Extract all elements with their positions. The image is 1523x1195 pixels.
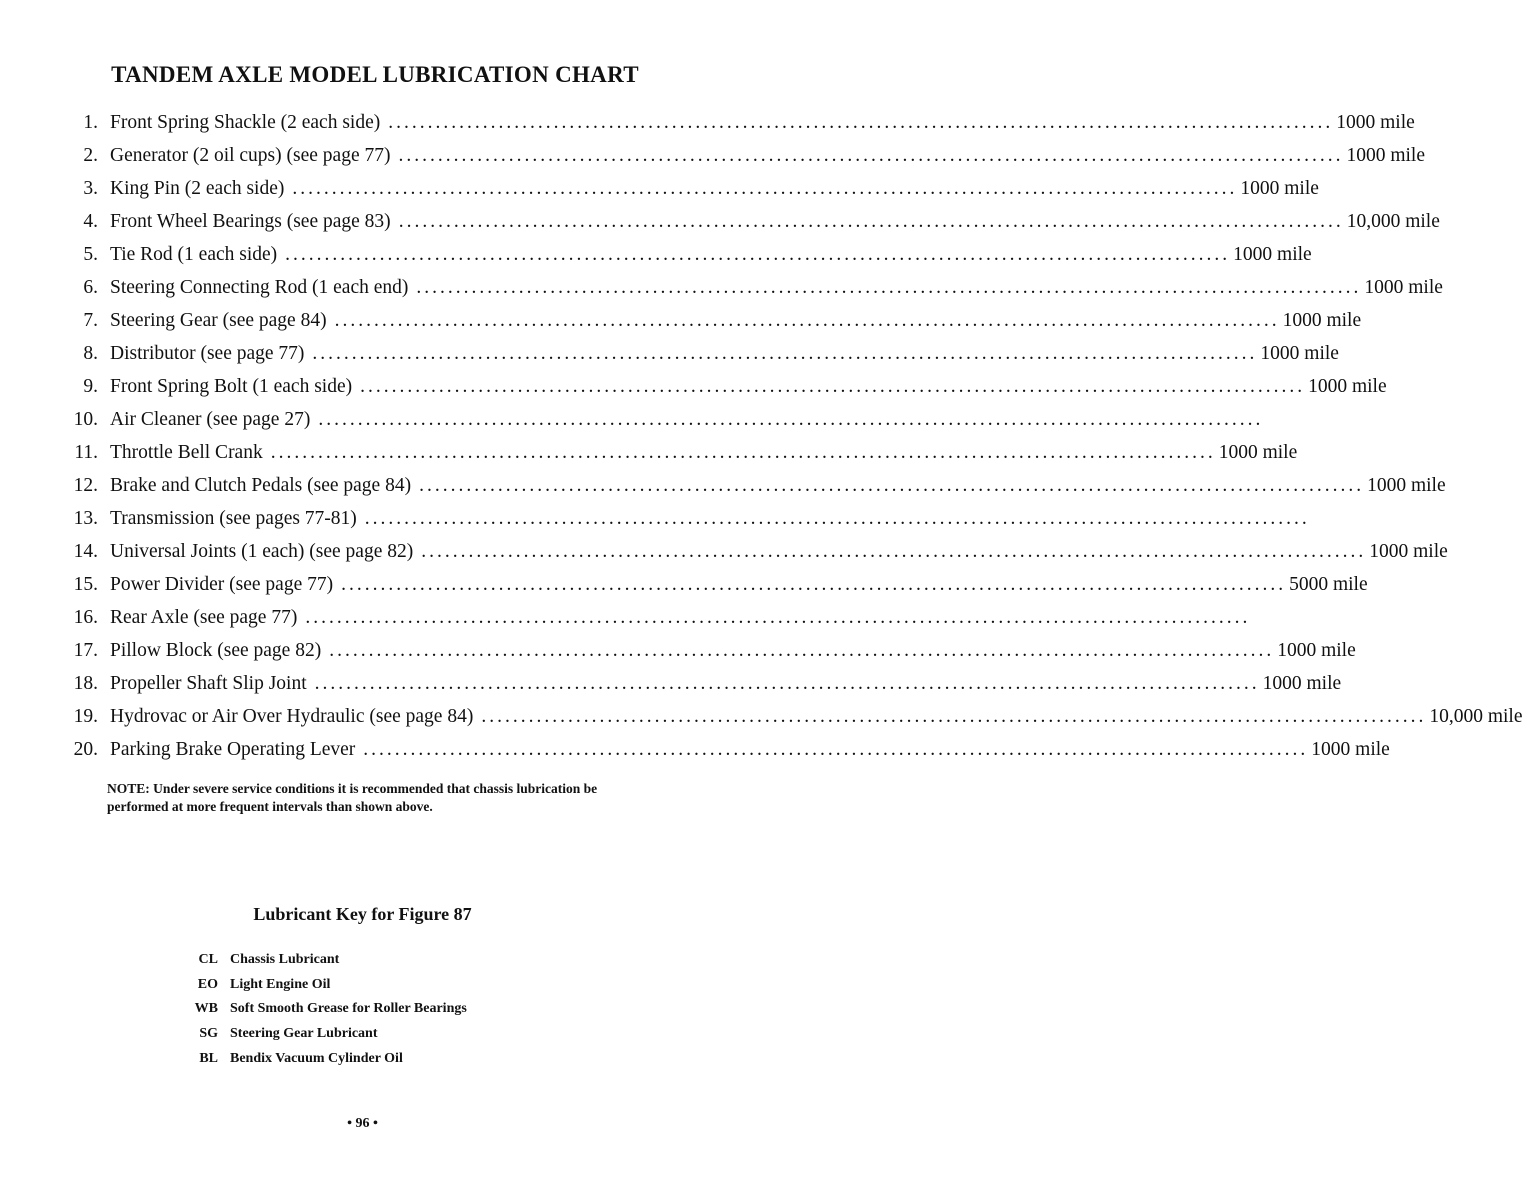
item-interval: 1000 mile <box>1364 277 1443 298</box>
item-number: 7. <box>83 310 98 331</box>
dot-leader: ........................................................................................................................ <box>360 376 1306 397</box>
item-number: 5. <box>83 244 98 265</box>
page-number: • 96 • <box>347 1116 378 1131</box>
note-text: NOTE: Under severe service conditions it is recommended that chassis lubrication be performed at more frequent intervals than shown above. <box>107 781 598 814</box>
dot-leader: ........................................................................................................................ <box>314 673 1260 694</box>
list-item <box>60 112 1415 145</box>
list-item <box>60 508 1310 541</box>
dot-leader: ........................................................................................................................ <box>334 310 1280 331</box>
list-item <box>60 310 1362 343</box>
item-text: Steering Connecting Rod (1 each end) <box>110 277 409 298</box>
dot-leader: ........................................................................................................................ <box>481 706 1427 727</box>
item-interval: 1000 mile <box>1277 640 1356 661</box>
item-text: Generator (2 oil cups) (see page 77) <box>110 145 391 166</box>
dot-leader: ........................................................................................................................ <box>421 541 1367 562</box>
list-item <box>60 574 1368 607</box>
list-item <box>60 673 1342 706</box>
list-item <box>60 706 1523 739</box>
lubrication-list <box>60 112 1523 772</box>
item-interval: 5000 mile <box>1289 574 1368 595</box>
item-interval: 1000 mile <box>1218 442 1298 463</box>
list-item <box>60 376 1387 409</box>
dot-leader: ........................................................................................................................ <box>416 277 1362 298</box>
key-abbreviation: EO <box>197 976 218 992</box>
list-item <box>60 145 1426 178</box>
dot-leader: ........................................................................................................................ <box>270 442 1216 463</box>
item-number: 15. <box>73 574 98 595</box>
dot-leader: ........................................................................................................................ <box>285 244 1231 265</box>
key-abbreviation: SG <box>199 1026 218 1042</box>
key-row <box>150 1001 467 1026</box>
item-text: Throttle Bell Crank <box>110 442 263 463</box>
list-item <box>60 640 1356 673</box>
key-abbreviation: WB <box>194 1001 218 1017</box>
dot-leader: ........................................................................................................................ <box>318 409 1264 430</box>
item-number: 4. <box>83 211 98 232</box>
item-number: 6. <box>83 277 98 298</box>
item-number: 16. <box>73 607 98 628</box>
dot-leader: ........................................................................................................................ <box>329 640 1275 661</box>
item-interval: 1000 mile <box>1311 739 1390 760</box>
item-text: Steering Gear (see page 84) <box>110 310 327 331</box>
dot-leader: ........................................................................................................................ <box>419 475 1365 496</box>
dot-leader: ........................................................................................................................ <box>312 343 1258 364</box>
key-row <box>150 977 467 1002</box>
item-text: Air Cleaner (see page 27) <box>110 409 311 430</box>
page-title: TANDEM AXLE MODEL LUBRICATION CHART <box>111 62 639 87</box>
item-interval: 1000 mile <box>1240 178 1319 199</box>
item-interval: 1000 mile <box>1308 376 1387 397</box>
item-number: 14. <box>73 541 98 562</box>
item-text: Parking Brake Operating Lever <box>110 739 356 760</box>
list-item <box>60 211 1440 244</box>
item-interval: 1000 mile <box>1282 310 1362 331</box>
item-text: Hydrovac or Air Over Hydraulic (see page 84) <box>110 706 474 727</box>
list-item <box>60 475 1446 508</box>
item-number: 18. <box>73 673 98 694</box>
item-text: Universal Joints (1 each) (see page 82) <box>110 541 414 562</box>
item-text: Propeller Shaft Slip Joint <box>110 673 307 694</box>
item-interval: 1000 mile <box>1260 343 1339 364</box>
dot-leader: ........................................................................................................................ <box>364 508 1310 529</box>
dot-leader: ........................................................................................................................ <box>305 607 1251 628</box>
item-number: 9. <box>83 376 98 397</box>
dot-leader: ........................................................................................................................ <box>363 739 1309 760</box>
item-interval: 1000 mile <box>1367 475 1446 496</box>
key-row <box>150 1026 467 1051</box>
lubricant-key <box>150 952 467 1075</box>
item-text: Rear Axle (see page 77) <box>110 607 298 628</box>
item-text: Tie Rod (1 each side) <box>110 244 278 265</box>
item-number: 19. <box>73 706 98 727</box>
item-interval: 10,000 mile <box>1429 706 1523 727</box>
item-text: Front Spring Shackle (2 each side) <box>110 112 381 133</box>
list-item <box>60 178 1319 211</box>
key-description: Light Engine Oil <box>230 976 331 992</box>
item-interval: 1000 mile <box>1346 145 1426 166</box>
item-number: 12. <box>73 475 98 496</box>
item-interval: 1000 mile <box>1262 673 1342 694</box>
item-text: Front Spring Bolt (1 each side) <box>110 376 353 397</box>
key-row <box>150 1051 467 1076</box>
item-text: Brake and Clutch Pedals (see page 84) <box>110 475 412 496</box>
key-description: Soft Smooth Grease for Roller Bearings <box>230 1001 467 1017</box>
item-number: 1. <box>83 112 98 133</box>
dot-leader: ........................................................................................................................ <box>388 112 1334 133</box>
item-number: 17. <box>73 640 98 661</box>
lubricant-key-title: Lubricant Key for Figure 87 <box>253 904 472 924</box>
list-item <box>60 607 1251 640</box>
list-item <box>60 442 1298 475</box>
item-text: Distributor (see page 77) <box>110 343 305 364</box>
item-interval: 1000 mile <box>1336 112 1415 133</box>
item-interval: 1000 mile <box>1233 244 1312 265</box>
key-abbreviation: CL <box>198 952 218 967</box>
item-number: 3. <box>83 178 98 199</box>
item-number: 20. <box>73 739 98 760</box>
key-abbreviation: BL <box>199 1050 218 1066</box>
item-text: Front Wheel Bearings (see page 83) <box>110 211 391 232</box>
item-text: Pillow Block (see page 82) <box>110 640 322 661</box>
key-description: Steering Gear Lubricant <box>230 1026 378 1042</box>
dot-leader: ........................................................................................................................ <box>398 211 1344 232</box>
list-item <box>60 409 1264 442</box>
item-number: 10. <box>73 409 98 430</box>
dot-leader: ........................................................................................................................ <box>398 145 1344 166</box>
item-number: 8. <box>83 343 98 364</box>
item-interval: 1000 mile <box>1369 541 1448 562</box>
item-text: King Pin (2 each side) <box>110 178 285 199</box>
dot-leader: ........................................................................................................................ <box>341 574 1287 595</box>
item-number: 11. <box>74 442 98 463</box>
key-row <box>150 952 467 977</box>
item-text: Power Divider (see page 77) <box>110 574 334 595</box>
list-item <box>60 541 1448 574</box>
item-interval: 10,000 mile <box>1346 211 1440 232</box>
item-number: 13. <box>73 508 98 529</box>
dot-leader: ........................................................................................................................ <box>292 178 1238 199</box>
key-description: Chassis Lubricant <box>230 952 340 967</box>
item-number: 2. <box>83 145 98 166</box>
list-item <box>60 277 1443 310</box>
key-description: Bendix Vacuum Cylinder Oil <box>230 1050 403 1066</box>
list-item <box>60 343 1339 376</box>
list-item <box>60 244 1312 277</box>
list-item <box>60 739 1390 772</box>
item-text: Transmission (see pages 77-81) <box>110 508 357 529</box>
